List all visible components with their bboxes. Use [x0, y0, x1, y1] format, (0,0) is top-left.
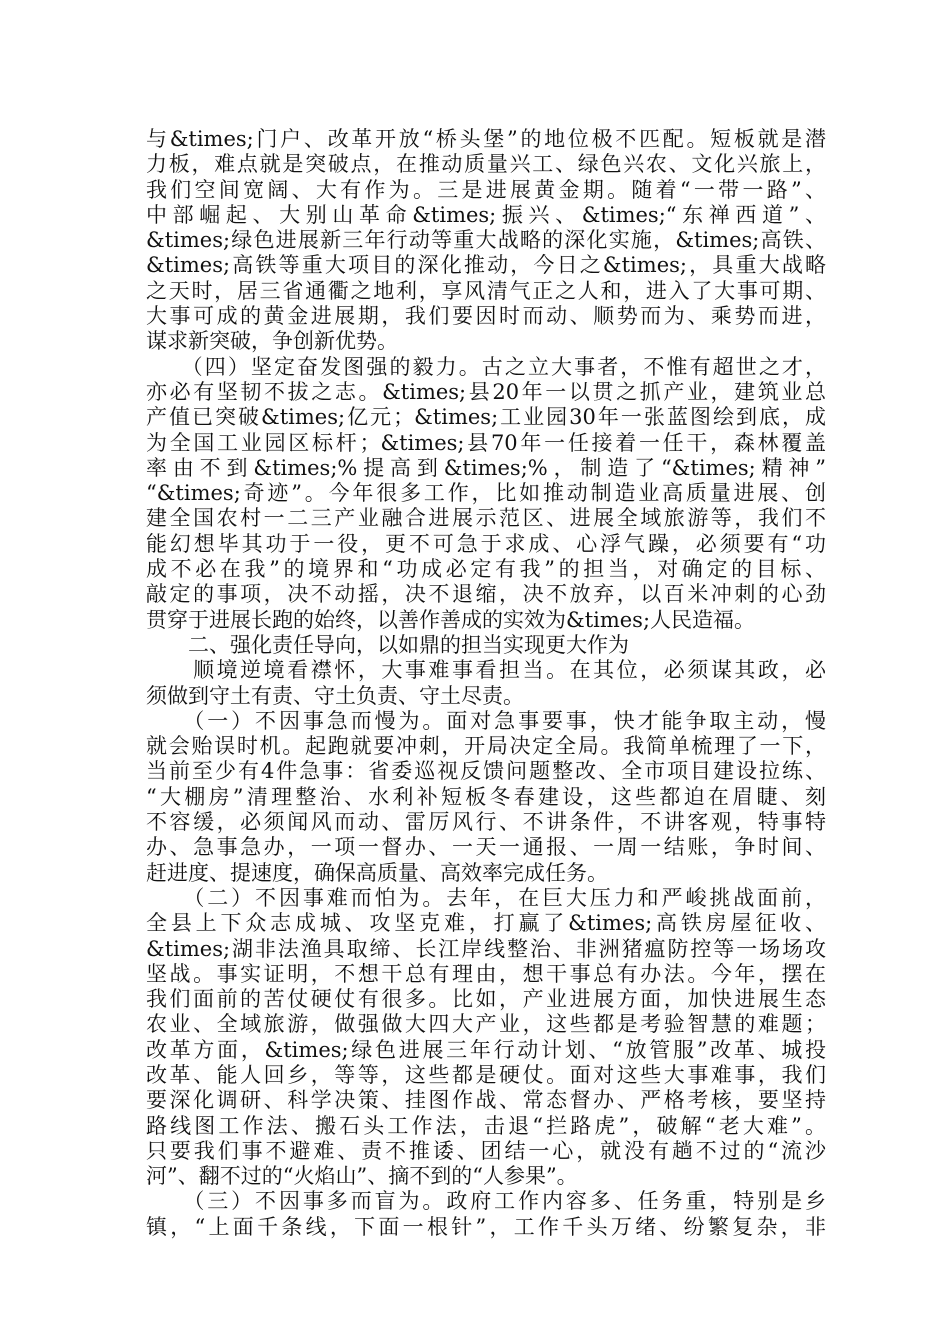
text-line: 当前至少有4件急事：省委巡视反馈问题整改、全市项目建设拉练、 — [146, 759, 826, 784]
text-line: 敲定的事项，决不动摇，决不退缩，决不放弃，以百米冲刺的心劲 — [146, 582, 826, 607]
text-line: 力板，难点就是突破点，在推动质量兴工、绿色兴农、文化兴旅上， — [146, 152, 826, 177]
text-line: 只要我们事不避难、责不推诿、团结一心，就没有趟不过的“流沙 — [146, 1138, 826, 1163]
text-line: 不容缓，必须闻风而动、雷厉风行、不讲条件，不讲客观，特事特 — [146, 810, 826, 835]
text-line: 产值已突破&times;亿元；&times;工业园30年一张蓝图绘到底，成 — [146, 405, 826, 430]
text-line: &times;湖非法渔具取缔、长江岸线整治、非洲猪瘟防控等一场场攻 — [146, 936, 826, 961]
text-line: （四）坚定奋发图强的毅力。古之立大事者，不惟有超世之才， — [146, 354, 826, 379]
text-line: 顺境逆境看襟怀，大事难事看担当。在其位，必须谋其政，必 — [146, 658, 826, 683]
text-line: 全县上下众志成城、攻坚克难，打赢了&times;高铁房屋征收、 — [146, 911, 826, 936]
text-line: 建全国农村一二三产业融合进展示范区、进展全域旅游等，我们不 — [146, 506, 826, 531]
text-line: 能幻想毕其功于一役，更不可急于求成、心浮气躁，必须要有“功 — [146, 531, 826, 556]
text-line: 与&times;门户、改革开放“桥头堡”的地位极不匹配。短板就是潜 — [146, 127, 826, 151]
text-line: 办、急事急办，一项一督办、一天一通报、一周一结账，争时间、 — [146, 835, 826, 860]
text-line: （一）不因事急而慢为。面对急事要事，快才能争取主动，慢 — [146, 708, 826, 733]
text-line: 要深化调研、科学决策、挂图作战、常态督办、严格考核，要坚持 — [146, 1088, 826, 1113]
text-line: 坚战。事实证明，不想干总有理由，想干事总有办法。今年，摆在 — [146, 961, 826, 986]
text-line: 我们空间宽阔、大有作为。三是进展黄金期。随着“一带一路”、 — [146, 177, 826, 202]
text-line: 农业、全域旅游，做强做大四大产业，这些都是考验智慧的难题； — [146, 1012, 826, 1037]
text-line: 二、强化责任导向，以如鼎的担当实现更大作为 — [146, 632, 629, 657]
text-line: 之天时，居三省通衢之地利，享风清气正之人和，进入了大事可期、 — [146, 278, 826, 303]
text-line: 亦必有坚韧不拔之志。&times;县20年一以贯之抓产业，建筑业总 — [146, 379, 826, 404]
text-line: 贯穿于进展长跑的始终，以善作善成的实效为&times;人民造福。 — [146, 607, 756, 632]
text-line: 须做到守土有责、守土负责、守土尽责。 — [146, 683, 524, 708]
text-line: 为全国工业园区标杆；&times;县70年一任接着一任干，森林覆盖 — [146, 430, 826, 455]
text-line: 河”、翻不过的“火焰山”、摘不到的“人参果”。 — [146, 1164, 578, 1189]
text-line: （二）不因事难而怕为。去年，在巨大压力和严峻挑战面前， — [146, 885, 826, 910]
text-line: 改革方面，&times;绿色进展三年行动计划、“放管服”改革、城投 — [146, 1037, 826, 1062]
text-line: 谋求新突破，争创新优势。 — [146, 329, 398, 354]
text-line: 改革、能人回乡，等等，这些都是硬仗。面对这些大事难事，我们 — [146, 1062, 826, 1087]
text-line: 路线图工作法、搬石头工作法，击退“拦路虎”，破解“老大难”。 — [146, 1113, 826, 1138]
text-line: 大事可成的黄金进展期，我们要因时而动、顺势而为、乘势而进， — [146, 304, 826, 329]
text-line: &times;高铁等重大项目的深化推动，今日之&times;，具重大战略 — [146, 253, 826, 278]
document-body — [146, 127, 826, 1240]
text-line: 成不必在我”的境界和“功成必定有我”的担当，对确定的目标、 — [146, 557, 826, 582]
text-line: “大棚房”清理整治、水利补短板冬春建设，这些都迫在眉睫、刻 — [146, 784, 826, 809]
text-line: 我们面前的苦仗硬仗有很多。比如，产业进展方面，加快进展生态 — [146, 987, 826, 1012]
text-line: “&times;奇迹”。今年很多工作，比如推动制造业高质量进展、创 — [146, 481, 826, 506]
text-line: &times;绿色进展新三年行动等重大战略的深化实施，&times;高铁、 — [146, 228, 826, 253]
text-line: 率由不到&times;%提高到&times;%，制造了“&times;精神” — [146, 455, 826, 480]
text-line: 中部崛起、大别山革命&times;振兴、&times;“东禅西道”、 — [146, 202, 826, 227]
text-line: （三）不因事多而盲为。政府工作内容多、任务重，特别是乡 — [146, 1189, 826, 1214]
text-line: 镇，“上面千条线，下面一根针”，工作千头万绪、纷繁复杂，非 — [146, 1214, 826, 1239]
text-line: 就会贻误时机。起跑就要冲刺，开局决定全局。我简单梳理了一下， — [146, 734, 826, 759]
text-line: 赶进度、提速度，确保高质量、高效率完成任务。 — [146, 860, 608, 885]
